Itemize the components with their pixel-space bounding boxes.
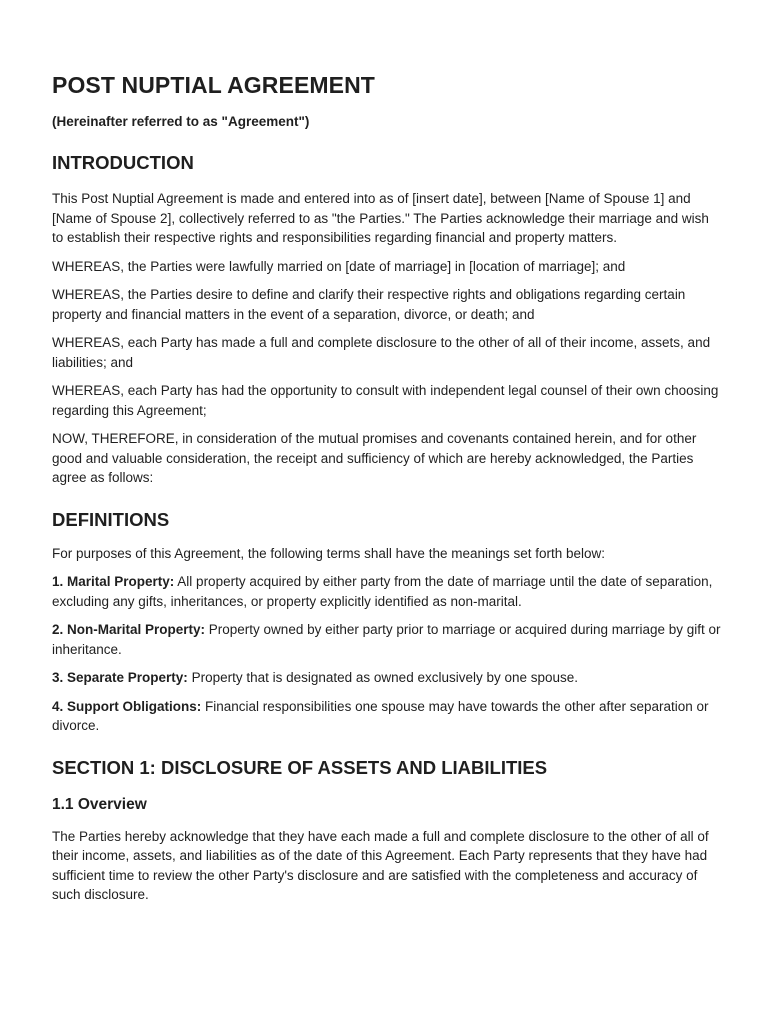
definition-separate-property — [52, 668, 722, 688]
intro-paragraph: This Post Nuptial Agreement is made and entered into as of [insert date], between [Name of Spouse 1] and [Name of Spouse 2], collectively referred to as "the Parties." The Parties acknowledge their marriage and wish to establish their respective rights and responsibilities regarding financial and property matters. — [52, 191, 709, 245]
definition-term: 2. Non-Marital Property: — [52, 622, 206, 637]
definition-term: 4. Support Obligations: — [52, 698, 202, 714]
whereas-marriage: WHEREAS, the Parties were lawfully married on [date of marriage] in [location of marriage]; and — [52, 258, 626, 274]
definition-term: 3. Separate Property: — [52, 670, 188, 685]
whereas-rights: WHEREAS, the Parties desire to define and clarify their respective rights and obligations regarding certain property and financial matters in the event of a separation, divorce, or death; and — [52, 287, 686, 322]
definition-text: Property owned by either party prior to marriage or acquired during marriage by gift or inheritance. — [52, 622, 721, 657]
introduction-heading: INTRODUCTION — [52, 152, 194, 173]
section1-1-paragraph: The Parties hereby acknowledge that they have each made a full and complete disclosure to the other of all of their income, assets, and liabilities as of the date of this Agreement. Each Party represents that they have had sufficient time to review the other Party's disclosure and are satisfied with the completeness and accuracy of such disclosure. — [52, 828, 709, 902]
definition-support-obligations — [52, 697, 722, 736]
whereas-disclosure: WHEREAS, each Party has made a full and complete disclosure to the other of all of their income, assets, and liabilities; and — [52, 335, 711, 370]
definition-text: Financial responsibilities one spouse may have towards the other after separation or divorce. — [52, 698, 709, 733]
definitions-heading: DEFINITIONS — [52, 508, 170, 530]
definition-term: 1. Marital Property: — [52, 574, 175, 589]
definition-marital-property — [52, 572, 722, 611]
document-subtitle: (Hereinafter referred to as "Agreement") — [52, 114, 310, 129]
whereas-counsel: WHEREAS, each Party has had the opportunity to consult with independent legal counsel of their own choosing regarding this Agreement; — [52, 383, 719, 418]
definitions-intro: For purposes of this Agreement, the following terms shall have the meanings set forth below: — [52, 545, 606, 561]
definition-text: All property acquired by either party from the date of marriage until the date of separation, excluding any gifts, inheritances, or property explicitly identified as non-marital. — [52, 574, 713, 609]
document-title: POST NUPTIAL AGREEMENT — [52, 72, 375, 98]
section1-1-heading: 1.1 Overview — [52, 795, 147, 813]
document-page — [52, 70, 722, 905]
now-therefore: NOW, THEREFORE, in consideration of the mutual promises and covenants contained herein, and for other good and valuable consideration, the receipt and sufficiency of which are hereby acknowledged, the Parties agree as follows: — [52, 431, 697, 485]
definition-non-marital-property — [52, 620, 722, 659]
definition-text: Property that is designated as owned exclusively by one spouse. — [187, 670, 579, 685]
section1-heading: SECTION 1: DISCLOSURE OF ASSETS AND LIABILITIES — [52, 756, 548, 778]
